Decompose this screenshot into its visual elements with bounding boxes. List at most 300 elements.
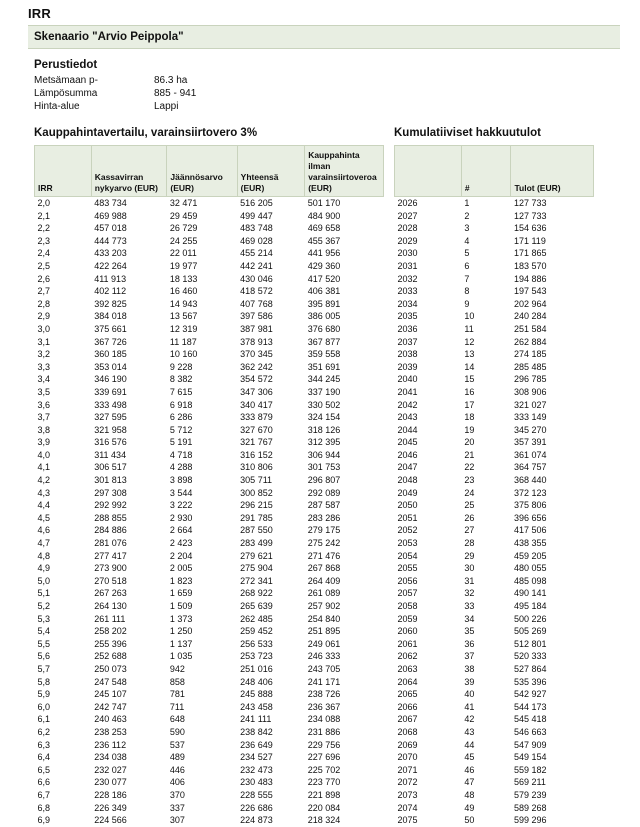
cell-price-excl-tax: 359 558 (307, 349, 341, 360)
cell-price-excl-tax: 417 520 (307, 273, 341, 284)
basics-label: Metsämaan p- (34, 75, 98, 86)
table-row (395, 247, 594, 260)
table-row (35, 739, 384, 752)
cell-total: 340 417 (240, 399, 273, 410)
cell-cashflow-pv: 360 185 (94, 349, 127, 360)
cell-total: 287 550 (240, 525, 273, 536)
table-row (395, 260, 594, 273)
cell-index: 13 (464, 349, 475, 360)
cell-total: 316 152 (240, 449, 273, 460)
cell-irr: 4,0 (37, 449, 51, 460)
cell-index: 49 (464, 802, 475, 813)
table-row (35, 386, 384, 399)
col-header-cashflow-pv: Kassavirran nykyarvo (EUR) (91, 146, 167, 197)
basics-value: 885 - 941 (154, 88, 197, 99)
cell-total: 418 572 (240, 286, 273, 297)
table-row (395, 562, 594, 575)
cell-irr: 6,6 (37, 777, 51, 788)
cell-cashflow-pv: 353 014 (94, 361, 127, 372)
cell-price-excl-tax: 223 770 (307, 777, 341, 788)
cell-cashflow-pv: 367 726 (94, 336, 127, 347)
cell-total: 321 767 (240, 437, 273, 448)
cell-residual: 3 544 (169, 487, 193, 498)
cell-index: 38 (464, 663, 475, 674)
cell-price-excl-tax: 225 702 (307, 764, 341, 775)
cell-year: 2072 (397, 777, 418, 788)
cell-income: 505 269 (513, 626, 547, 637)
table-row (395, 336, 594, 349)
cell-residual: 1 509 (169, 601, 193, 611)
cell-year: 2061 (397, 638, 418, 649)
cell-income: 569 211 (513, 777, 546, 788)
cell-cashflow-pv: 316 576 (94, 437, 127, 448)
table-row (35, 663, 384, 676)
scenario-banner (28, 25, 620, 49)
cell-income: 589 268 (513, 802, 547, 813)
cell-price-excl-tax: 283 286 (307, 512, 341, 523)
cell-year: 2035 (397, 311, 418, 322)
cell-index: 15 (464, 374, 475, 385)
cell-income: 274 185 (513, 349, 547, 360)
table-row (35, 436, 384, 449)
table-row (395, 399, 594, 412)
cell-year: 2041 (397, 386, 418, 397)
table-row (395, 487, 594, 500)
cell-price-excl-tax: 306 944 (307, 449, 341, 460)
cell-income: 542 927 (513, 689, 547, 700)
cell-total: 272 341 (240, 575, 273, 586)
cell-cashflow-pv: 321 958 (94, 424, 127, 435)
cell-residual: 11 187 (169, 336, 197, 347)
cell-irr: 5,8 (37, 676, 51, 687)
basics-label: Lämpösumma (34, 88, 98, 99)
cell-income: 490 141 (513, 588, 547, 599)
table-row (35, 814, 384, 827)
cell-irr: 5,2 (37, 601, 51, 611)
cell-irr: 2,0 (37, 198, 51, 208)
cell-residual: 307 (169, 815, 185, 826)
cell-residual: 370 (169, 789, 185, 800)
cell-price-excl-tax: 351 691 (307, 361, 341, 372)
table-header-row (395, 146, 594, 197)
table-row (35, 310, 384, 323)
cell-total: 243 458 (240, 701, 273, 712)
cell-irr: 3,7 (37, 412, 51, 423)
cell-residual: 489 (169, 752, 185, 763)
cell-index: 45 (464, 752, 475, 763)
cell-irr: 3,6 (37, 399, 51, 410)
cell-residual: 7 615 (169, 386, 193, 397)
cell-index: 37 (464, 651, 475, 662)
cell-residual: 648 (169, 714, 185, 725)
cell-index: 30 (464, 563, 475, 574)
basics-row (34, 100, 620, 113)
table-row (395, 600, 594, 613)
cell-index: 39 (464, 676, 475, 687)
cell-price-excl-tax: 344 245 (307, 374, 341, 385)
cell-cashflow-pv: 384 018 (94, 311, 127, 322)
cell-cashflow-pv: 264 130 (94, 601, 127, 611)
cell-residual: 711 (169, 701, 185, 712)
cell-irr: 6,4 (37, 752, 51, 763)
cell-income: 364 757 (513, 462, 547, 473)
cell-index: 14 (464, 361, 475, 372)
cell-cashflow-pv: 230 077 (94, 777, 127, 788)
cell-cashflow-pv: 252 688 (94, 651, 127, 662)
table-row (35, 197, 384, 210)
cell-total: 291 785 (240, 512, 273, 523)
cell-year: 2033 (397, 286, 418, 297)
table-row (395, 587, 594, 600)
cell-index: 27 (464, 525, 475, 536)
cell-price-excl-tax: 249 061 (307, 638, 341, 649)
cell-income: 459 205 (513, 550, 547, 561)
table-row (395, 789, 594, 802)
cell-index: 50 (464, 815, 475, 826)
cell-index: 12 (464, 336, 475, 347)
table-row (35, 613, 384, 626)
cell-index: 41 (464, 701, 475, 712)
cell-residual: 2 423 (169, 538, 193, 549)
table-row (35, 550, 384, 563)
table-row (395, 298, 594, 311)
cell-year: 2055 (397, 563, 418, 574)
cell-price-excl-tax: 227 696 (307, 752, 341, 763)
cell-price-excl-tax: 292 089 (307, 487, 341, 498)
cell-residual: 1 373 (169, 613, 193, 624)
cell-irr: 6,2 (37, 726, 51, 737)
basics-title: Perustiedot (34, 59, 98, 71)
cell-total: 300 852 (240, 487, 273, 498)
table-row (395, 575, 594, 588)
table-row (35, 210, 384, 223)
cell-index: 29 (464, 550, 475, 561)
table-row (395, 436, 594, 449)
table-row (35, 701, 384, 714)
cell-cashflow-pv: 258 202 (94, 626, 127, 637)
cell-residual: 6 286 (169, 412, 193, 423)
table-row (35, 336, 384, 349)
cell-residual: 2 204 (169, 550, 193, 561)
cell-index: 33 (464, 601, 475, 611)
cell-irr: 2,6 (37, 273, 51, 284)
table-row (395, 650, 594, 663)
cell-year: 2029 (397, 235, 418, 246)
cell-price-excl-tax: 386 005 (307, 311, 341, 322)
table-row (35, 802, 384, 815)
table-row (395, 550, 594, 563)
cell-residual: 10 160 (169, 349, 198, 360)
cell-residual: 5 712 (169, 424, 193, 435)
table-row (35, 524, 384, 537)
table-row (35, 776, 384, 789)
cell-residual: 1 250 (169, 626, 193, 637)
cell-residual: 406 (169, 777, 185, 788)
table-row (395, 323, 594, 336)
cell-total: 283 499 (240, 538, 273, 549)
cell-income: 127 733 (513, 198, 547, 208)
cell-cashflow-pv: 402 112 (94, 286, 127, 297)
cell-residual: 2 005 (169, 563, 193, 574)
table-row (35, 587, 384, 600)
cell-index: 2 (464, 210, 470, 221)
cell-cashflow-pv: 255 396 (94, 638, 127, 649)
cell-index: 6 (464, 260, 470, 271)
table-row (35, 474, 384, 487)
cell-residual: 13 567 (169, 311, 198, 322)
cell-income: 127 733 (513, 210, 547, 221)
cell-year: 2032 (397, 273, 418, 284)
cell-cashflow-pv: 288 855 (94, 512, 127, 523)
col-header-year (395, 146, 462, 197)
cell-residual: 8 382 (169, 374, 193, 385)
cell-price-excl-tax: 296 807 (307, 475, 341, 486)
cumulative-table (394, 145, 594, 827)
table-row (35, 298, 384, 311)
cell-price-excl-tax: 257 902 (307, 601, 341, 611)
cell-residual: 19 977 (169, 260, 198, 271)
cell-year: 2065 (397, 689, 418, 700)
cell-irr: 5,7 (37, 663, 51, 674)
cell-price-excl-tax: 376 680 (307, 323, 341, 334)
cell-total: 469 028 (240, 235, 273, 246)
cell-total: 234 527 (240, 752, 273, 763)
cell-year: 2054 (397, 550, 418, 561)
cell-total: 241 111 (240, 714, 272, 725)
table-row (395, 348, 594, 361)
cell-income: 520 333 (513, 651, 547, 662)
cell-index: 8 (464, 286, 470, 297)
cell-irr: 5,4 (37, 626, 51, 637)
table-row (395, 461, 594, 474)
cell-irr: 4,5 (37, 512, 51, 523)
cell-price-excl-tax: 221 898 (307, 789, 341, 800)
cell-income: 500 226 (513, 613, 547, 624)
cell-irr: 5,6 (37, 651, 51, 662)
cell-cashflow-pv: 242 747 (94, 701, 127, 712)
cell-residual: 12 319 (169, 323, 198, 334)
cell-index: 4 (464, 235, 470, 246)
cell-total: 430 046 (240, 273, 273, 284)
cell-income: 345 270 (513, 424, 547, 435)
table-row (395, 424, 594, 437)
cumulative-table-body (395, 197, 594, 827)
cell-income: 321 027 (513, 399, 547, 410)
cell-residual: 16 460 (169, 286, 198, 297)
cell-irr: 6,7 (37, 789, 51, 800)
cell-income: 296 785 (513, 374, 547, 385)
basics-section (28, 59, 620, 113)
cell-price-excl-tax: 469 658 (307, 223, 341, 234)
table-row (395, 474, 594, 487)
cell-index: 28 (464, 538, 475, 549)
cell-price-excl-tax: 231 886 (307, 726, 341, 737)
cell-cashflow-pv: 411 913 (94, 273, 127, 284)
table-row (35, 575, 384, 588)
table-row (35, 424, 384, 437)
cell-residual: 4 288 (169, 462, 193, 473)
table-row (35, 688, 384, 701)
tables-area (28, 145, 620, 827)
table-row (35, 499, 384, 512)
basics-value: Lappi (154, 101, 179, 112)
cell-index: 16 (464, 386, 475, 397)
col-header-income: Tulot (EUR) (511, 146, 594, 197)
cell-index: 19 (464, 424, 475, 435)
cell-index: 26 (464, 512, 475, 523)
cell-index: 25 (464, 500, 475, 511)
cell-income: 285 485 (513, 361, 547, 372)
cell-residual: 3 898 (169, 475, 193, 486)
cell-irr: 3,9 (37, 437, 51, 448)
cell-irr: 4,1 (37, 462, 51, 473)
col-header-index: # (461, 146, 511, 197)
cell-cashflow-pv: 306 517 (94, 462, 127, 473)
cell-total: 333 879 (240, 412, 273, 423)
table-row (395, 285, 594, 298)
table-row (395, 210, 594, 223)
cell-total: 245 888 (240, 689, 273, 700)
cell-cashflow-pv: 422 264 (94, 260, 127, 271)
cell-year: 2040 (397, 374, 418, 385)
cell-income: 559 182 (513, 764, 547, 775)
basics-row (34, 87, 620, 100)
cell-cashflow-pv: 392 825 (94, 298, 127, 309)
cell-income: 547 909 (513, 739, 547, 750)
cell-cashflow-pv: 261 111 (94, 613, 126, 624)
cell-cashflow-pv: 469 988 (94, 210, 127, 221)
table-row (35, 713, 384, 726)
cell-total: 259 452 (240, 626, 273, 637)
cell-year: 2038 (397, 349, 418, 360)
cell-price-excl-tax: 254 840 (307, 613, 341, 624)
cell-irr: 4,2 (37, 475, 51, 486)
cell-year: 2044 (397, 424, 418, 435)
table-row (395, 776, 594, 789)
comparison-table (34, 145, 384, 827)
cell-irr: 6,3 (37, 739, 51, 750)
cell-cashflow-pv: 234 038 (94, 752, 127, 763)
cell-index: 48 (464, 789, 475, 800)
cell-year: 2067 (397, 714, 418, 725)
cell-index: 32 (464, 588, 475, 599)
cell-year: 2045 (397, 437, 418, 448)
cell-index: 43 (464, 726, 475, 737)
cell-price-excl-tax: 236 367 (307, 701, 341, 712)
table-row (35, 235, 384, 248)
cell-year: 2071 (397, 764, 418, 775)
cell-irr: 6,0 (37, 701, 51, 712)
cell-irr: 6,9 (37, 815, 51, 826)
cell-year: 2060 (397, 626, 418, 637)
cell-cashflow-pv: 327 595 (94, 412, 127, 423)
table-row (395, 386, 594, 399)
cell-price-excl-tax: 287 587 (307, 500, 341, 511)
cell-year: 2039 (397, 361, 418, 372)
cell-year: 2030 (397, 248, 418, 259)
cell-total: 455 214 (240, 248, 273, 259)
cell-income: 171 865 (513, 248, 547, 259)
cell-price-excl-tax: 220 084 (307, 802, 341, 813)
table-row (395, 814, 594, 827)
table-row (35, 751, 384, 764)
cell-index: 1 (464, 198, 470, 208)
page-title: IRR (28, 6, 51, 21)
cell-residual: 3 222 (169, 500, 193, 511)
cell-total: 499 447 (240, 210, 273, 221)
cell-income: 368 440 (513, 475, 547, 486)
cell-total: 230 483 (240, 777, 273, 788)
table-row (35, 638, 384, 651)
table-row (395, 373, 594, 386)
table-row (35, 625, 384, 638)
table-row (395, 524, 594, 537)
cell-cashflow-pv: 236 112 (94, 739, 127, 750)
cell-income: 333 149 (513, 412, 547, 423)
cell-total: 262 485 (240, 613, 273, 624)
cell-price-excl-tax: 395 891 (307, 298, 341, 309)
cell-price-excl-tax: 301 753 (307, 462, 341, 473)
cell-price-excl-tax: 238 726 (307, 689, 341, 700)
table-row (35, 273, 384, 286)
cell-index: 21 (464, 449, 475, 460)
cell-irr: 3,3 (37, 361, 51, 372)
cell-index: 35 (464, 626, 475, 637)
table-row (395, 537, 594, 550)
cell-index: 5 (464, 248, 470, 259)
table-row (35, 726, 384, 739)
cell-income: 375 806 (513, 500, 547, 511)
cell-residual: 1 035 (169, 651, 193, 662)
cell-price-excl-tax: 429 360 (307, 260, 341, 271)
table-row (35, 764, 384, 777)
cell-price-excl-tax: 441 956 (307, 248, 341, 259)
cell-price-excl-tax: 312 395 (307, 437, 341, 448)
cell-residual: 29 459 (169, 210, 198, 221)
table-row (35, 348, 384, 361)
cell-index: 20 (464, 437, 475, 448)
cell-residual: 337 (169, 802, 185, 813)
cell-total: 236 649 (240, 739, 273, 750)
cell-income: 183 570 (513, 260, 547, 271)
cell-year: 2037 (397, 336, 418, 347)
table-row (395, 361, 594, 374)
cell-index: 10 (464, 311, 475, 322)
cell-residual: 26 729 (169, 223, 198, 234)
cell-price-excl-tax: 218 324 (307, 815, 341, 826)
cell-price-excl-tax: 367 877 (307, 336, 341, 347)
cell-irr: 2,4 (37, 248, 51, 259)
table-row (395, 751, 594, 764)
col-header-irr: IRR (35, 146, 92, 197)
cell-total: 296 215 (240, 500, 273, 511)
cell-irr: 5,5 (37, 638, 51, 649)
table-row (35, 222, 384, 235)
cell-total: 407 768 (240, 298, 273, 309)
cell-total: 378 913 (240, 336, 273, 347)
cell-year: 2052 (397, 525, 418, 536)
cell-irr: 2,2 (37, 223, 51, 234)
table-row (35, 449, 384, 462)
cell-price-excl-tax: 229 756 (307, 739, 341, 750)
cell-index: 22 (464, 462, 475, 473)
cell-price-excl-tax: 279 175 (307, 525, 341, 536)
basics-label: Hinta-alue (34, 101, 80, 112)
cell-price-excl-tax: 271 476 (307, 550, 341, 561)
cell-total: 268 922 (240, 588, 273, 599)
cell-price-excl-tax: 275 242 (307, 538, 341, 549)
cell-year: 2049 (397, 487, 418, 498)
